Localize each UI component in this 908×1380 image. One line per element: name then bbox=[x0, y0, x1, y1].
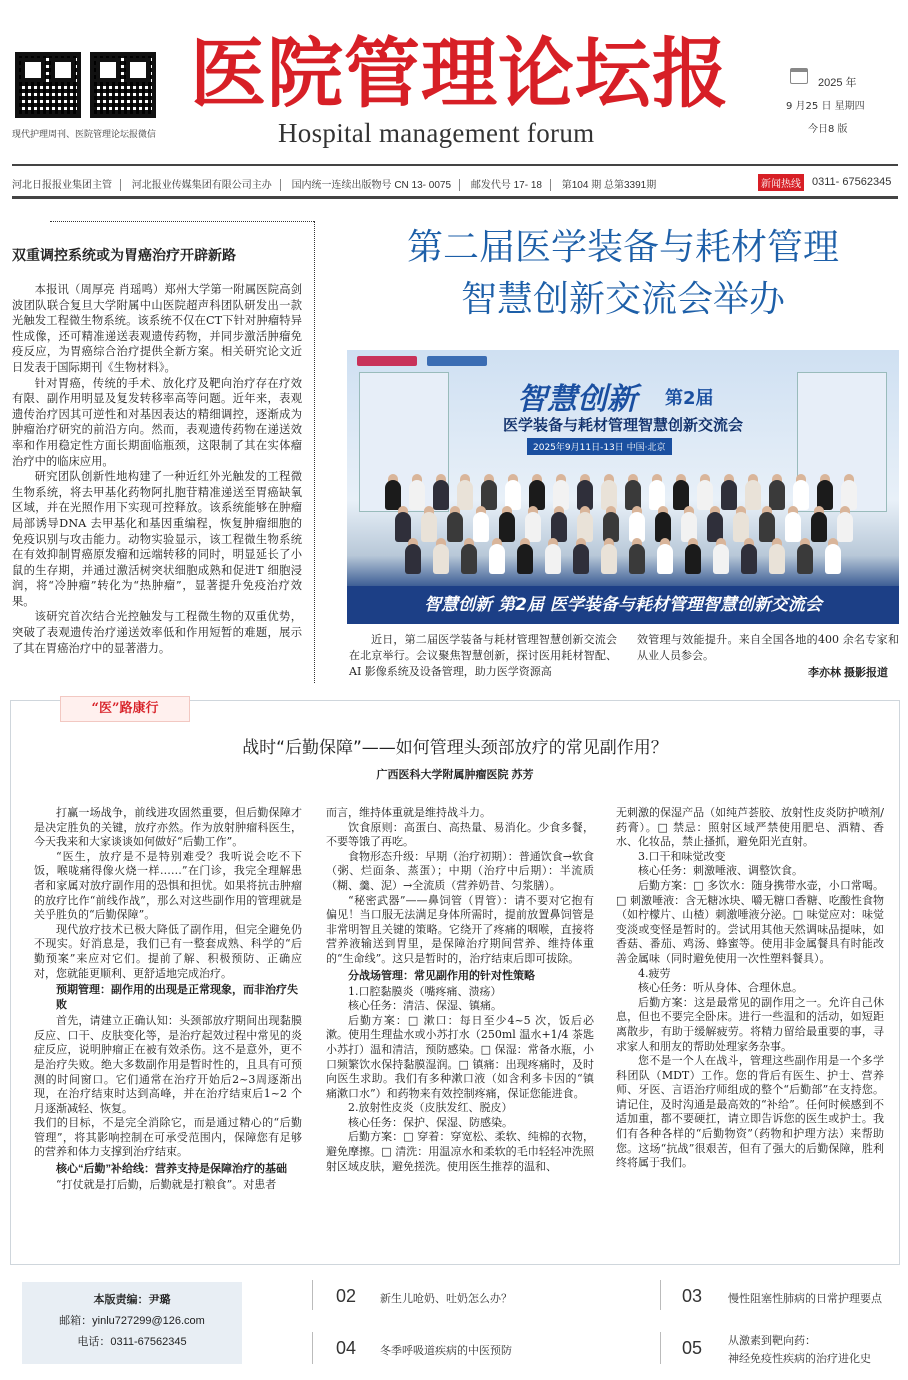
hotline-badge: 新闻热线 bbox=[758, 174, 804, 191]
attendee bbox=[759, 512, 775, 542]
attendee bbox=[395, 512, 411, 542]
calendar-icon bbox=[790, 68, 808, 84]
info-rule bbox=[12, 196, 898, 199]
attendee bbox=[625, 480, 641, 510]
attendee bbox=[713, 544, 729, 574]
attendee bbox=[473, 512, 489, 542]
attendee bbox=[553, 480, 569, 510]
feature-paragraph: 核心任务：保护、保湿、防感染。 bbox=[348, 1115, 513, 1129]
feature-subheading: 分战场管理：常见副作用的针对性策略 bbox=[348, 969, 535, 982]
info-cn: 国内统一连续出版物号 CN 13- 0075 bbox=[291, 180, 452, 191]
feature-paragraph: “医生，放疗是不是特别难受？我听说会吃不下饭，喉咙痛得像火烧一样……”在门诊，我完全理解患者和家属对放疗副作用的恐惧和担忧。如果将抗击肿瘤的放疗比作“前线作战”，那么对这些副作用的管理就是关乎胜负的“后勤保障”。 bbox=[34, 849, 302, 922]
attendee bbox=[489, 544, 505, 574]
attendee bbox=[405, 544, 421, 574]
left-story-paragraph: 研究团队创新性地构建了一种近红外光触发的工程微生物系统，将去甲基化药物阿扎胞苷精准递送至胃癌缺氧区域，并在光照作用下实现可控释放。该系统能够在肿瘤局部诱导DNA 去甲基化和基因重编程，恢复肿瘤细胞的免疫识别与攻击能力。动物实验显示，该工程微生物系统在有效抑制胃癌原发瘤和远端转移的同时，明显延长了小鼠的生存期，并通过激活树突状细胞成熟和促进T 细胞浸润，将“冷肿瘤”转化为“热肿瘤”，显著提升免疫治疗效果。 bbox=[12, 470, 302, 608]
banner-num: 第2届 bbox=[665, 388, 714, 409]
banner-main: 医学装备与耗材管理智慧创新交流会 bbox=[502, 416, 743, 434]
feature-paragraph: 后勤方案：□ 漱口：每日至少4~5 次，饭后必漱。使用生理盐水或小苏打水（250ml 温水+1/4 茶匙小苏打）温和清洁，预防感染。□ 保湿：常备水瓶，小口频繁饮水保持黏膜湿润。□ 镇痛：出现疼痛时，及时向医生求助。我们有多种漱口液（如含利多卡因的“镇痛漱口水”）和药物来有效控制疼痛，保证您能进食。 bbox=[326, 1013, 594, 1100]
left-story-body bbox=[12, 282, 302, 656]
feature-paragraph: “打仗就是打后勤，后勤就是打粮食”。对患者 bbox=[56, 1178, 277, 1192]
hotline-number: 0311- 67562345 bbox=[812, 176, 892, 188]
attendee bbox=[811, 512, 827, 542]
feature-paragraph: 您不是一个人在战斗，管理这些副作用是一个多学科团队（MDT）工作。您的背后有医生、护士、营养师、牙医、言语治疗师组成的整个“后勤部”在支持您。请记住，及时沟通是最高效的“补给”。任何时候感到不适加重，都不要硬扛，请立即告诉您的医生或护士。我们有各种各样的“后勤物资”（药物和护理方法）来帮助您。这场“抗战”很艰苦，但有了强大的后勤保障，胜利终将属于我们。 bbox=[616, 1054, 884, 1170]
feature-paragraph: 食物形态升级：早期（治疗初期）：普通饮食→软食（粥、烂面条、蒸蛋）；中期（治疗中后期）：半流质（糊、羹、泥）→全流质（营养奶昔、匀浆膳）。 bbox=[326, 849, 594, 892]
floor-banner bbox=[347, 586, 899, 624]
sponsor-logo bbox=[357, 356, 417, 366]
info-sponsor: 河北日报报业集团主管 bbox=[12, 180, 112, 191]
attendee bbox=[517, 544, 533, 574]
feature-paragraph: 首先，请建立正确认知：头颈部放疗期间出现黏膜反应、口干、皮肤变化等，是治疗起效过程中常见的炎症反应，说明肿瘤正在被有效杀伤。这不是意外，更不是治疗失败。绝大多数副作用是暂时性的，且具有可预测的时间窗口。它们通常在治疗开始后2~3周逐渐出现，在治疗结束时达到高峰，并在治疗结束后1~2 个月逐渐减轻、恢复。 bbox=[34, 1014, 302, 1115]
attendee bbox=[837, 512, 853, 542]
feature-paragraph: 核心任务：听从身体、合理休息。 bbox=[638, 981, 803, 995]
lead-title bbox=[348, 222, 898, 326]
crowd bbox=[377, 470, 877, 580]
feature-subheading: 核心“后勤”补给线：营养支持是保障治疗的基础 bbox=[56, 1163, 287, 1176]
attendee bbox=[433, 480, 449, 510]
banner-date: 2025年9月11日-13日 中国·北京 bbox=[527, 438, 672, 455]
editor-box bbox=[22, 1282, 242, 1364]
top-rule bbox=[12, 164, 898, 166]
left-dotted-side bbox=[314, 221, 315, 683]
attendee bbox=[655, 512, 671, 542]
masthead-title: 医院管理论坛报 bbox=[190, 29, 729, 118]
photo-caption-a: 近日，第二届医学装备与耗材管理智慧创新交流会在北京举行。会议聚焦智慧创新，探讨医用耗材智配、AI 影像系统及设备管理，助力医学资源高 bbox=[349, 633, 617, 678]
editor-phone: 电话：0311-67562345 bbox=[77, 1336, 187, 1348]
attendee bbox=[721, 480, 737, 510]
feature-paragraph: 打赢一场战争，前线进攻固然重要，但后勤保障才是决定胜负的关键，放疗亦然。作为放射肿瘤科医生，今天我来和大家谈谈如何做好“后勤工作”。 bbox=[34, 806, 302, 849]
left-story-paragraph: 该研究首次结合光控触发与工程微生物的双重优势，突破了表观遗传治疗递送效率低和作用短暂的难题，展示了其在胃癌治疗中的显著潜力。 bbox=[12, 610, 302, 655]
feature-paragraph: 而言，维持体重就是维持战斗力。 bbox=[326, 806, 491, 819]
nav-num-03[interactable]: 03 bbox=[682, 1286, 703, 1306]
nav-item-05-line2: 神经免疫性疾病的治疗进化史 bbox=[728, 1352, 871, 1365]
left-story-paragraph: 本报讯（周厚亮 肖瑶鸣）郑州大学第一附属医院高剑波团队联合复旦大学附属中山医院超声科团队研发出一款光触发工程微生物系统。该系统不仅在CT下针对肿瘤特异性成像，还可精准递送表观遗传药物，并同步激活肿瘤免疫反应，为胃癌综合治疗提供全新方案。相关研究论文近日发表于国际期刊《生物材料》。 bbox=[12, 283, 302, 374]
attendee bbox=[733, 512, 749, 542]
feature-paragraph: 3.口干和味觉改变 bbox=[638, 849, 726, 863]
attendee bbox=[841, 480, 857, 510]
nav-item-05[interactable] bbox=[728, 1332, 871, 1368]
attendee bbox=[457, 480, 473, 510]
nav-item-05-line1: 从激素到靶向药： bbox=[728, 1334, 816, 1347]
attendee bbox=[577, 512, 593, 542]
attendee bbox=[741, 544, 757, 574]
attendee bbox=[657, 544, 673, 574]
photo-credit: 李亦林 摄影报道 bbox=[808, 667, 889, 679]
attendee bbox=[499, 512, 515, 542]
attendee bbox=[825, 544, 841, 574]
nav-num-04[interactable]: 04 bbox=[336, 1338, 357, 1358]
feature-paragraph: 核心任务：刺激唾液、调整饮食。 bbox=[638, 864, 803, 878]
feature-paragraph: 后勤方案：这是最常见的副作用之一。允许自己休息，但也不要完全卧床。进行一些温和的活动，如短距离散步，有助于缓解疲劳。将精力留给最重要的事，寻求家人和朋友的帮助处理家务杂事。 bbox=[616, 995, 884, 1053]
attendee bbox=[409, 480, 425, 510]
attendee bbox=[793, 480, 809, 510]
feature-paragraph: 我们的目标，不是完全消除它，而是通过精心的“后勤管理”，将其影响控制在可承受范围内，保障您有足够的营养和体力支撑到治疗结束。 bbox=[34, 1116, 302, 1159]
attendee bbox=[385, 480, 401, 510]
pages-today: 今日8 版 bbox=[808, 124, 848, 135]
nav-num-02[interactable]: 02 bbox=[336, 1286, 357, 1306]
attendee bbox=[707, 512, 723, 542]
attendee bbox=[797, 544, 813, 574]
info-bar bbox=[12, 176, 656, 191]
attendee bbox=[603, 512, 619, 542]
nav-item-02[interactable]: 新生儿呛奶、吐奶怎么办？ bbox=[380, 1292, 512, 1305]
banner-big: 智慧创新 bbox=[517, 382, 637, 417]
feature-paragraph: 后勤方案：□ 穿着：穿宽松、柔软、纯棉的衣物，避免摩擦。□ 清洗：用温凉水和柔软的毛巾轻轻冲洗照射区域皮肤，避免搓洗。使用医生推荐的温和、 bbox=[326, 1130, 594, 1173]
attendee bbox=[461, 544, 477, 574]
divider bbox=[312, 1332, 313, 1364]
feature-paragraph: 核心任务：清洁、保湿、镇痛。 bbox=[348, 999, 502, 1013]
feature-column-3 bbox=[616, 806, 884, 1171]
attendee bbox=[447, 512, 463, 542]
attendee bbox=[673, 480, 689, 510]
attendee bbox=[505, 480, 521, 510]
attendee bbox=[785, 512, 801, 542]
attendee bbox=[769, 480, 785, 510]
info-post: 邮发代号 17- 18 bbox=[470, 180, 542, 191]
left-story-title: 双重调控系统或为胃癌治疗开辟新路 bbox=[12, 247, 236, 263]
divider bbox=[660, 1332, 661, 1364]
attendee bbox=[529, 480, 545, 510]
floor-banner-text: 智慧创新 第2届 医学装备与耗材管理智慧创新交流会 bbox=[424, 595, 822, 615]
date-year: 2025 年 bbox=[818, 77, 857, 89]
nav-item-03[interactable]: 慢性阻塞性肺病的日常护理要点 bbox=[728, 1292, 882, 1305]
feature-paragraph: 后勤方案：□ 多饮水：随身携带水壶，小口常喝。□ 刺激唾液：含无糖冰块、嚼无糖口香糖、吃酸性食物（如柠檬片、山楂）刺激唾液分泌。□ 味觉应对：味觉变淡或变怪是暂时的。尝试用其他天然调味品提味，如香菇、番茄、鸡汤、蜂蜜等。使用非金属餐具有时能改善金属味（同时避免使用一次性塑料餐具）。 bbox=[616, 878, 884, 965]
feature-paragraph: 2.放射性皮炎（皮肤发红、脱皮） bbox=[348, 1101, 513, 1115]
feature-paragraph: 1.口腔黏膜炎（嘴疼痛、溃疡） bbox=[348, 984, 502, 998]
divider bbox=[312, 1280, 313, 1310]
editor-name: 本版责编：尹璐 bbox=[93, 1294, 171, 1306]
feature-paragraph: “秘密武器”——鼻饲管（胃管）：请不要对它抱有偏见！当口服无法满足身体所需时，提前放置鼻饲管是非常明智且关键的策略。它绕开了疼痛的咽喉，直接将营养液输送到胃里，是保障治疗期间营养、维持体重的“生命线”。这只是暂时的，治疗结束后即可拔除。 bbox=[326, 893, 594, 965]
sponsor-logo bbox=[427, 356, 487, 366]
event-photo bbox=[347, 350, 899, 624]
info-issue: 第104 期 总第3391期 bbox=[561, 180, 657, 191]
feature-paragraph: 饮食原则：高蛋白、高热量、易消化。少食多餐，不要等饿了再吃。 bbox=[326, 820, 594, 849]
date-day: 9 月25 日 星期四 bbox=[786, 101, 865, 112]
feature-paragraph: 4.疲劳 bbox=[638, 966, 671, 980]
nav-item-04[interactable]: 冬季呼吸道疾病的中医预防 bbox=[380, 1344, 512, 1357]
feature-column-2 bbox=[326, 806, 594, 1174]
feature-column-1 bbox=[34, 806, 302, 1193]
attendee bbox=[649, 480, 665, 510]
qr-code-left bbox=[15, 52, 81, 118]
attendee bbox=[629, 512, 645, 542]
attendee bbox=[573, 544, 589, 574]
feature-byline: 广西医科大学附属肿瘤医院 苏芳 bbox=[376, 769, 534, 781]
attendee bbox=[421, 512, 437, 542]
attendee bbox=[697, 480, 713, 510]
attendee bbox=[433, 544, 449, 574]
attendee bbox=[551, 512, 567, 542]
editor-email: 邮箱：yinlu727299@126.com bbox=[59, 1315, 205, 1327]
lead-title-line1: 第二届医学装备与耗材管理 bbox=[406, 227, 839, 268]
attendee bbox=[629, 544, 645, 574]
attendee bbox=[817, 480, 833, 510]
feature-paragraph: 无刺激的保湿产品（如纯芦荟胶、放射性皮炎防护喷剂/药膏）。□ 禁忌：照射区域严禁使用肥皂、酒精、香水、化妆品，禁止搔抓，避免阳光直射。 bbox=[616, 806, 884, 849]
left-story-paragraph: 针对胃癌，传统的手术、放化疗及靶向治疗存在疗效有限、副作用明显及复发转移率高等问题。近年来，表观遗传治疗因其可逆性和对基因表达的精细调控，逐渐成为肿瘤治疗研究的前沿方向。然而，表观遗传药物在递送效率和作用稳定性方面长期面临瓶颈，这限制了其在实体瘤治疗中的临床应用。 bbox=[12, 376, 302, 468]
qr-caption: 现代护理周刊、医院管理论坛报微信 bbox=[12, 129, 157, 139]
attendee bbox=[745, 480, 761, 510]
feature-subheading: 预期管理：副作用的出现是正常现象，而非治疗失败 bbox=[56, 984, 298, 1012]
attendee bbox=[481, 480, 497, 510]
photo-caption-b: 效管理与效能提升。来自全国各地的400 余名专家和从业人员参会。 bbox=[637, 633, 899, 662]
attendee bbox=[601, 544, 617, 574]
attendee bbox=[681, 512, 697, 542]
attendee bbox=[769, 544, 785, 574]
divider bbox=[660, 1280, 661, 1310]
attendee bbox=[685, 544, 701, 574]
masthead-english: Hospital management forum bbox=[278, 118, 595, 148]
attendee bbox=[525, 512, 541, 542]
qr-code-right bbox=[90, 52, 156, 118]
attendee bbox=[577, 480, 593, 510]
feature-paragraph: 现代放疗技术已极大降低了副作用，但完全避免仍不现实。好消息是，我们已有一整套成熟、科学的“后勤预案”来应对它们。提前了解、积极预防、正确应对，您就能更顺利、更舒适地完成治疗。 bbox=[34, 922, 302, 980]
left-dotted-top bbox=[50, 221, 314, 222]
lead-title-line2: 智慧创新交流会举办 bbox=[460, 279, 785, 320]
attendee bbox=[601, 480, 617, 510]
column-tag: “医”路康行 bbox=[60, 696, 190, 722]
info-publisher: 河北报业传媒集团有限公司主办 bbox=[131, 180, 272, 191]
attendee bbox=[545, 544, 561, 574]
nav-num-05[interactable]: 05 bbox=[682, 1338, 703, 1358]
feature-title: 战时“后勤保障”——如何管理头颈部放疗的常见副作用？ bbox=[242, 738, 668, 758]
